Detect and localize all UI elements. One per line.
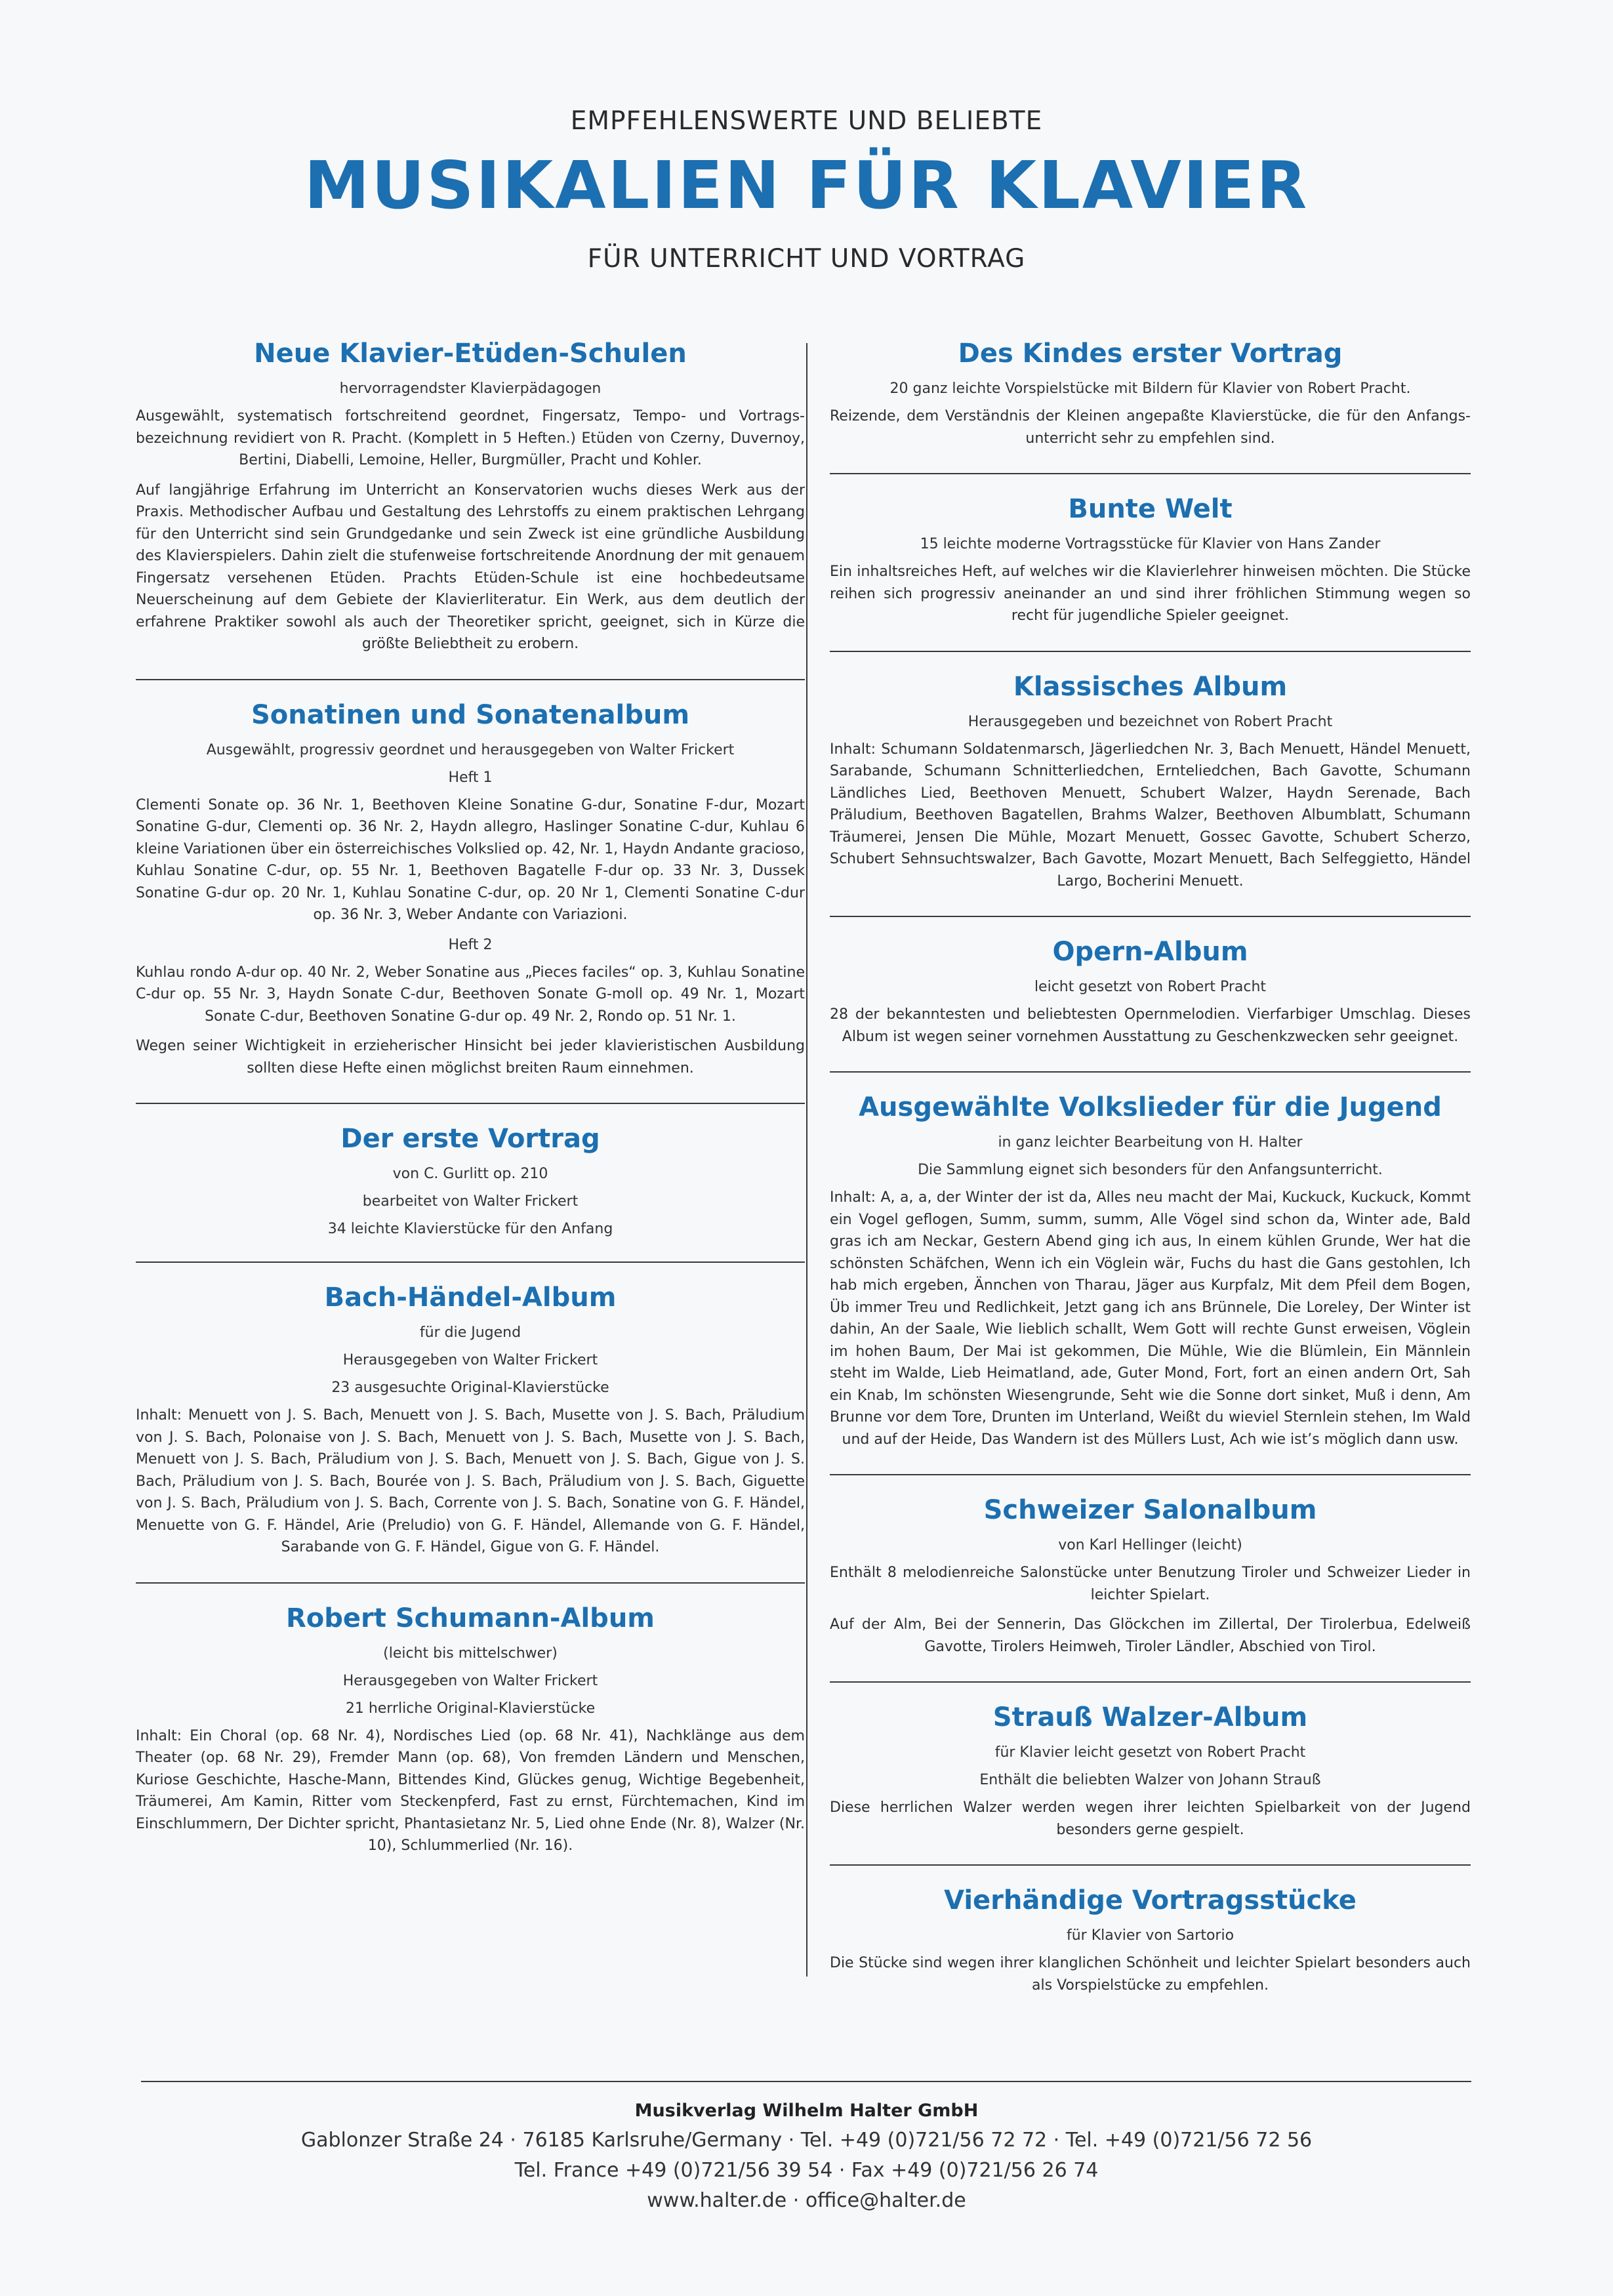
entry-description: Auf der Alm, Bei der Sennerin, Das Glöckchen im Zillertal, Der Tirolerbua, Edelweiß Gavotte, Tirolers Heimweh, Tiroler Ländler, Abschied von Tirol. — [830, 1616, 1471, 1655]
right-column — [830, 336, 1471, 2020]
entry-meta: 20 ganz leichte Vorspielstücke mit Bildern für Klavier von Robert Pracht. — [889, 380, 1411, 397]
publisher-contact: Tel. France +49 (0)721/56 39 54 · Fax +49 (0)721/56 26 74 — [514, 2159, 1099, 2182]
entry-description: Inhalt: Menuett von J. S. Bach, Menuett von J. S. Bach, Musette von J. S. Bach, Präludium von J. S. Bach, Polonaise von J. S. Bach, Menuett von J. S. Bach, Musette von J. S. Bach, Menuett von J. S. Bach, Präludium von J. S. Bach, Menuett von J. S. Bach, Gigue von J. S. Bach, Präludium von J. S. Bach, Bourée von J. S. Bach, Präludium von J. S. Bach, Giguette von J. S. Bach, Präludium von J. S. Bach, Corrente von J. S. Bach, Sonatine von G. F. Händel, Menuette von G. F. Händel, Arie (Preludio) von G. F. Händel, Allemande von G. F. Händel, Sarabande von G. F. Händel, Gigue von G. F. Händel. — [136, 1407, 805, 1555]
entry-title: Bunte Welt — [1068, 494, 1233, 524]
entry-sonatinen-album — [136, 697, 805, 1105]
entry-meta: für die Jugend — [419, 1324, 521, 1341]
entry-description: Kuhlau rondo A-dur op. 40 Nr. 2, Weber Sonatine aus „Pieces faciles“ op. 3, Kuhlau Sonatine C-dur op. 55 Nr. 3, Haydn Sonate C-dur, Beethoven Sonate G-moll op. 49 Nr. 1, Mozart Sonate C-dur, Beethoven Sonatine G-dur op. 49 Nr. 2, Rondo op. 51 Nr. 1. — [136, 964, 805, 1025]
publisher-name: Musikverlag Wilhelm Halter GmbH — [634, 2101, 979, 2121]
entry-meta: 21 herrliche Original-Klavierstücke — [345, 1700, 596, 1717]
entry-description: Ausgewählt, systematisch fortschreitend geordnet, Fingersatz, Tempo- und Vortragsbezeichnung revidiert von R. Pracht. (Komplett in 5 Heften.) Etüden von Czerny, Duvernoy, Bertini, Diabelli, Lemoine, Heller, Burgmüller, Pracht und Kohler. — [136, 408, 805, 468]
header-kicker: EMPFEHLENSWERTE UND BELIEBTE — [570, 106, 1043, 136]
entry-meta: Herausgegeben von Walter Frickert — [342, 1672, 598, 1689]
entry-schweizer-salonalbum — [830, 1492, 1471, 1683]
entry-meta: bearbeitet von Walter Frickert — [362, 1193, 579, 1210]
publisher-address: Gablonzer Straße 24 · 76185 Karlsruhe/Germany · Tel. +49 (0)721/56 72 72 · Tel. +49 (0)721/56 72 56 — [300, 2129, 1313, 2152]
entry-meta: für Klavier von Sartorio — [1066, 1927, 1235, 1944]
entry-schumann-album — [136, 1601, 805, 1881]
entry-title: Schweizer Salonalbum — [983, 1495, 1317, 1525]
entry-description: Enthält 8 melodienreiche Salonstücke unter Benutzung Tiroler und Schweizer Lieder in leichter Spielart. — [830, 1565, 1471, 1603]
entry-meta: (leicht bis mittelschwer) — [383, 1645, 558, 1662]
entry-volkslieder — [830, 1090, 1471, 1475]
entry-klassisches-album — [830, 669, 1471, 918]
entry-description: Wegen seiner Wichtigkeit in erzieherischer Hinsicht bei jeder klavieristischen Ausbildung sollten diese Hefte einen möglichst breiten Raum einnehmen. — [136, 1038, 805, 1076]
publisher-web: www.halter.de · office@halter.de — [647, 2189, 966, 2212]
entry-description: Inhalt: Schumann Soldatenmarsch, Jägerliedchen Nr. 3, Bach Menuett, Händel Menuett, Sarabande, Schumann Schnitterliedchen, Ernteliedchen, Bach Gavotte, Schumann Ländliches Lied, Beethoven Menuett, Schubert Walzer, Haydn Serenade, Bach Präludium, Beethoven Bagatellen, Brahms Walzer, Beethoven Albumblatt, Schumann Träumerei, Jensen Die Mühle, Mozart Menuett, Gossec Gavotte, Schubert Scherzo, Schubert Sehnsuchtswalzer, Bach Gavotte, Mozart Menuett, Bach Selfeggietto, Händel Largo, Bocherini Menuett. — [830, 741, 1471, 890]
entry-strauss-walzer-album — [830, 1700, 1471, 1866]
entry-der-erste-vortrag — [136, 1121, 805, 1263]
entry-title: Klassisches Album — [1013, 671, 1288, 702]
entry-description: 28 der bekanntesten und beliebtesten Opernmelodien. Vierfarbiger Umschlag. Dieses Album ist wegen seiner vornehmen Ausstattung zu Geschenkzwecken sehr geeignet. — [830, 1006, 1471, 1045]
entry-title: Robert Schumann-Album — [286, 1603, 655, 1633]
entry-description: Inhalt: Ein Choral (op. 68 Nr. 4), Nordisches Lied (op. 68 Nr. 41), Nachklänge aus dem Theater (op. 68 Nr. 29), Fremder Mann (op. 68), Von fremden Ländern und Menschen, Kuriose Geschichte, Hasche-Mann, Bittendes Kind, Glückes genug, Wichtige Begebenheit, Träumerei, Am Kamin, Ritter vom Steckenpferd, Fast zu ernst, Fürchtemachen, Kind im Einschlummern, Der Dichter spricht, Phantasietanz Nr. 5, Lied ohne Ende (Nr. 8), Walzer (Nr. 10), Schlummerlied (Nr. 16). — [136, 1727, 805, 1854]
entry-meta: Die Sammlung eignet sich besonders für den Anfangsunterricht. — [918, 1162, 1383, 1178]
entry-title: Neue Klavier-Etüden-Schulen — [254, 338, 687, 369]
entry-description: Ein inhaltsreiches Heft, auf welches wir die Klavierlehrer hinweisen möchten. Die Stücke reihen sich progressiv aneinander an und sind ihrer fröhlichen Stimmung wegen so recht für jugendliche Spieler geeignet. — [830, 564, 1471, 624]
entry-title: Vierhändige Vortragsstücke — [944, 1885, 1357, 1916]
entry-meta: für Klavier leicht gesetzt von Robert Pracht — [994, 1744, 1306, 1761]
footer-divider — [141, 2081, 1471, 2082]
entry-title: Opern-Album — [1052, 937, 1248, 967]
entry-meta: in ganz leichter Bearbeitung von H. Halter — [998, 1134, 1303, 1151]
entry-meta: 15 leichte moderne Vortragsstücke für Klavier von Hans Zander — [920, 536, 1381, 552]
entry-description: Diese herrlichen Walzer werden wegen ihrer leichten Spielbarkeit von der Jugend besonders gerne gespielt. — [830, 1799, 1471, 1838]
entry-description: Clementi Sonate op. 36 Nr. 1, Beethoven Kleine Sonatine G-dur, Sonatine F-dur, Mozart Sonatine G-dur, Clementi op. 36 Nr. 2, Haydn allegro, Haslinger Sonatine C-dur, Kuhlau 6 kleine Variationen über ein österreichisches Volkslied op. 42, Nr. 1, Haydn Andante gracioso, Kuhlau Sonatine C-dur, op. 55 Nr. 1, Beethoven Bagatelle F-dur op. 33 Nr. 3, Dussek Sonatine G-dur op. 20 Nr. 1, Kuhlau Sonatine C-dur, op. 20 Nr 1, Clementi Sonatine C-dur op. 36 Nr. 3, Weber Andante con Variazioni. — [136, 796, 805, 923]
entry-title: Sonatinen und Sonatenalbum — [251, 699, 690, 730]
entry-opern-album — [830, 934, 1471, 1073]
entry-bach-haendel-album — [136, 1280, 805, 1584]
header-subtitle: FÜR UNTERRICHT UND VORTRAG — [587, 244, 1026, 274]
entry-title: Des Kindes erster Vortrag — [958, 338, 1343, 369]
entry-meta: von C. Gurlitt op. 210 — [392, 1166, 548, 1182]
left-column — [136, 336, 805, 1881]
entry-volume-label: Heft 1 — [448, 769, 493, 786]
entry-meta: leicht gesetzt von Robert Pracht — [1034, 979, 1267, 995]
entry-description: Die Stücke sind wegen ihrer klanglichen Schönheit und leichter Spielart besonders auch als Vorspielstücke zu empfehlen. — [830, 1955, 1471, 1994]
entry-meta: hervorragendster Klavierpädagogen — [339, 380, 602, 397]
entry-meta: von Karl Hellinger (leicht) — [1058, 1537, 1242, 1553]
entry-meta: Herausgegeben von Walter Frickert — [342, 1352, 598, 1368]
entry-title: Ausgewählte Volkslieder für die Jugend — [859, 1092, 1442, 1122]
entry-volume-label: Heft 2 — [448, 936, 493, 953]
entry-meta: Herausgegeben und bezeichnet von Robert Pracht — [968, 713, 1333, 730]
entry-meta: 23 ausgesuchte Original-Klavierstücke — [331, 1380, 609, 1396]
entry-vierhaendige-vortragsstuecke — [830, 1883, 1471, 2020]
entry-klavier-etueden-schulen — [136, 336, 805, 680]
page-title: MUSIKALIEN FÜR KLAVIER — [304, 147, 1309, 224]
publisher-footer — [0, 2097, 1613, 2216]
entry-description: Inhalt: A, a, a, der Winter der ist da, Alles neu macht der Mai, Kuckuck, Kuckuck, Kommt ein Vogel geflogen, Summ, summ, summ, Alle Vögel sind schon da, Winter ade, Bald gras ich am Neckar, Gestern Abend ging ich aus, In einem kühlen Grunde, Wer hat die schönsten Schäfchen, Wenn ich ein Vöglein wär, Fuchs du hast die Gans gestohlen, Ich hab mich ergeben, Ännchen von Tharau, Jäger aus Kurpfalz, Mit dem Pfeil dem Bogen, Üb immer Treu und Redlichkeit, Jetzt gang ich ans Brünnele, Die Loreley, Der Winter ist dahin, An der Saale, Wie lieblich schallt, Wem Gott will rechte Gunst erweisen, Vöglein im hohen Baum, Der Mai ist gekommen, Die Mühle, Wie die Blümlein, Ein Männlein steht im Walde, Lieb Heimatland, ade, Guter Mond, Fort, fort an einen andern Ort, Sah ein Knab, Im schönsten Wiesengrunde, Seht wie die Sonne dort sinket, Muß i denn, Am Brunne vor dem Tore, Drunten im Unterland, Weißt du wieviel Sternlein stehen, Im Wald und auf der Heide, Das Wandern ist des Müllers Lust, Ach wie ist’s möglich dann usw. — [830, 1189, 1471, 1448]
entry-des-kindes-erster-vortrag — [830, 336, 1471, 474]
entry-description: Auf langjährige Erfahrung im Unterricht an Konservatorien wuchs dieses Werk aus der Praxis. Methodischer Aufbau und Gestaltung des Lehrstoffs zu einem praktischen Lehrgang für den Unterricht sind sein Grundgedanke und sein Zweck ist eine gründliche Ausbildung des Klavierspielers. Dahin zielt die stufenweise fortschreitende Anordnung der mit genauem Fingersatz versehenen Etüden. Prachts Etüden-Schule ist eine hochbedeutsame Neuerscheinung auf dem Gebiete der Klavierliteratur. Ein Werk, aus dem deutlich der erfahrene Praktiker sowohl als auch der Theoretiker spricht, geeignet, sich in Kürze die größte Beliebtheit zu erobern. — [136, 482, 805, 652]
column-divider — [806, 343, 807, 1977]
entry-meta: Ausgewählt, progressiv geordnet und herausgegeben von Walter Frickert — [206, 741, 735, 758]
entry-bunte-welt — [830, 491, 1471, 652]
entry-description: Reizende, dem Verständnis der Kleinen angepaßte Klavierstücke, die für den Anfangsunterricht sehr zu empfehlen sind. — [830, 408, 1471, 447]
entry-meta: 34 leichte Klavierstücke für den Anfang — [327, 1221, 613, 1237]
entry-title: Der erste Vortrag — [340, 1124, 600, 1154]
entry-meta: Enthält die beliebten Walzer von Johann Strauß — [979, 1772, 1321, 1788]
entry-title: Strauß Walzer-Album — [992, 1702, 1308, 1732]
entry-title: Bach-Händel-Album — [324, 1282, 617, 1313]
